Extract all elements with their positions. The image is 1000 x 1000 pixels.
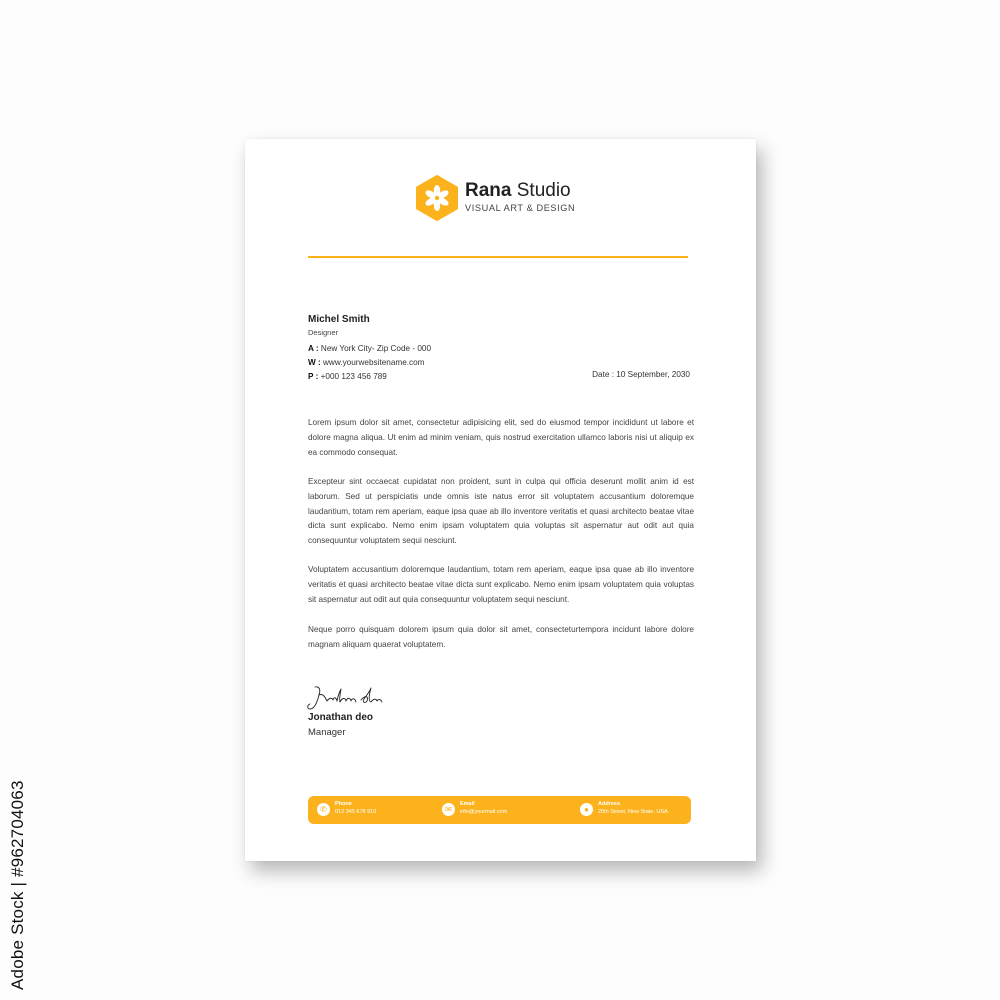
- footer-phone-label: Phone: [335, 801, 352, 807]
- recipient-name: Michel Smith: [308, 314, 370, 325]
- flower-hexagon-icon: [415, 175, 459, 221]
- signatory-name: Jonathan deo: [308, 712, 374, 723]
- stock-watermark-text: Adobe Stock | #962704063: [8, 780, 27, 990]
- company-logo: [415, 175, 605, 221]
- phone-icon: ✆: [317, 803, 330, 816]
- letterhead-page: [245, 139, 756, 861]
- body-paragraph-1: Lorem ipsum dolor sit amet, consectetur adipisicing elit, sed do eiusmod tempor incididunt ut labore et dolore magna aliqua. Ut enim ad minim veniam, quis nostrud exercitation ullamco laboris nisi ut aliquip ex ea commodo consequat.: [308, 418, 694, 457]
- footer-address-value: 20th Street, New State, USA.: [598, 809, 670, 815]
- contact-phone-value: +000 123 456 789: [320, 372, 387, 381]
- body-paragraph-4: Neque porro quisquam dolorem ipsum quia dolor sit amet, consecteturtempora incidunt labore dolore magnam aliquam quaerat voluptatem.: [308, 625, 694, 649]
- footer-address-label: Address: [598, 801, 621, 807]
- footer-phone: [317, 801, 427, 819]
- brand-name-bold: Rana: [465, 180, 512, 201]
- contact-phone: [308, 372, 387, 381]
- email-icon: ✉: [442, 803, 455, 816]
- contact-phone-label: P :: [308, 372, 319, 381]
- location-pin-icon: ●: [580, 803, 593, 816]
- body-paragraph-3: Voluptatem accusantium doloremque laudantium, totam rem aperiam, eaque ipsa quae ab illo inventore veritatis et quasi architecto beatae vitae dicta sunt explicabo. Nemo enim ipsam voluptatem quia voluptas sit aspernatur aut odit aut quia consequuntur voluptatem sequi nesciunt.: [308, 565, 694, 604]
- brand-name: [465, 180, 571, 202]
- header-divider: [308, 256, 688, 258]
- contact-website-value: www.yourwebsitename.com: [323, 358, 425, 367]
- letter-date: Date : 10 September, 2030: [592, 370, 690, 379]
- signatory-title: Manager: [308, 727, 346, 738]
- contact-address-label: A :: [308, 344, 319, 353]
- handwritten-signature: [305, 683, 405, 713]
- contact-address-value: New York City- Zip Code - 000: [320, 344, 432, 353]
- contact-website-label: W :: [308, 358, 321, 367]
- footer-address: [580, 801, 686, 819]
- contact-website: [308, 358, 425, 367]
- brand-tagline: VISUAL ART & DESIGN: [465, 203, 576, 213]
- recipient-role: Designer: [308, 328, 339, 337]
- body-paragraph-2: Excepteur sint occaecat cupidatat non proident, sunt in culpa qui officia deserunt mollit anim id est laborum. Sed ut perspiciatis unde omnis iste natus error sit voluptatem accusantium doloremque laudantium, totam rem aperiam, eaque ipsa quae ab illo inventore veritatis et quasi architecto beatae vitae dicta sunt explicabo. Nemo enim ipsam voluptatem quia voluptas sit aspernatur aut odit aut quia consequuntur voluptatem sequi nesciunt.: [308, 477, 694, 546]
- contact-address: [308, 344, 431, 353]
- footer-email-value: info@yourmail.com: [460, 809, 508, 815]
- footer-phone-value: 012 345 678 910: [335, 809, 377, 815]
- footer-email: [442, 801, 562, 819]
- footer-email-label: Email: [460, 801, 475, 807]
- footer-contact-bar: [308, 796, 691, 824]
- brand-name-light: Studio: [516, 180, 571, 201]
